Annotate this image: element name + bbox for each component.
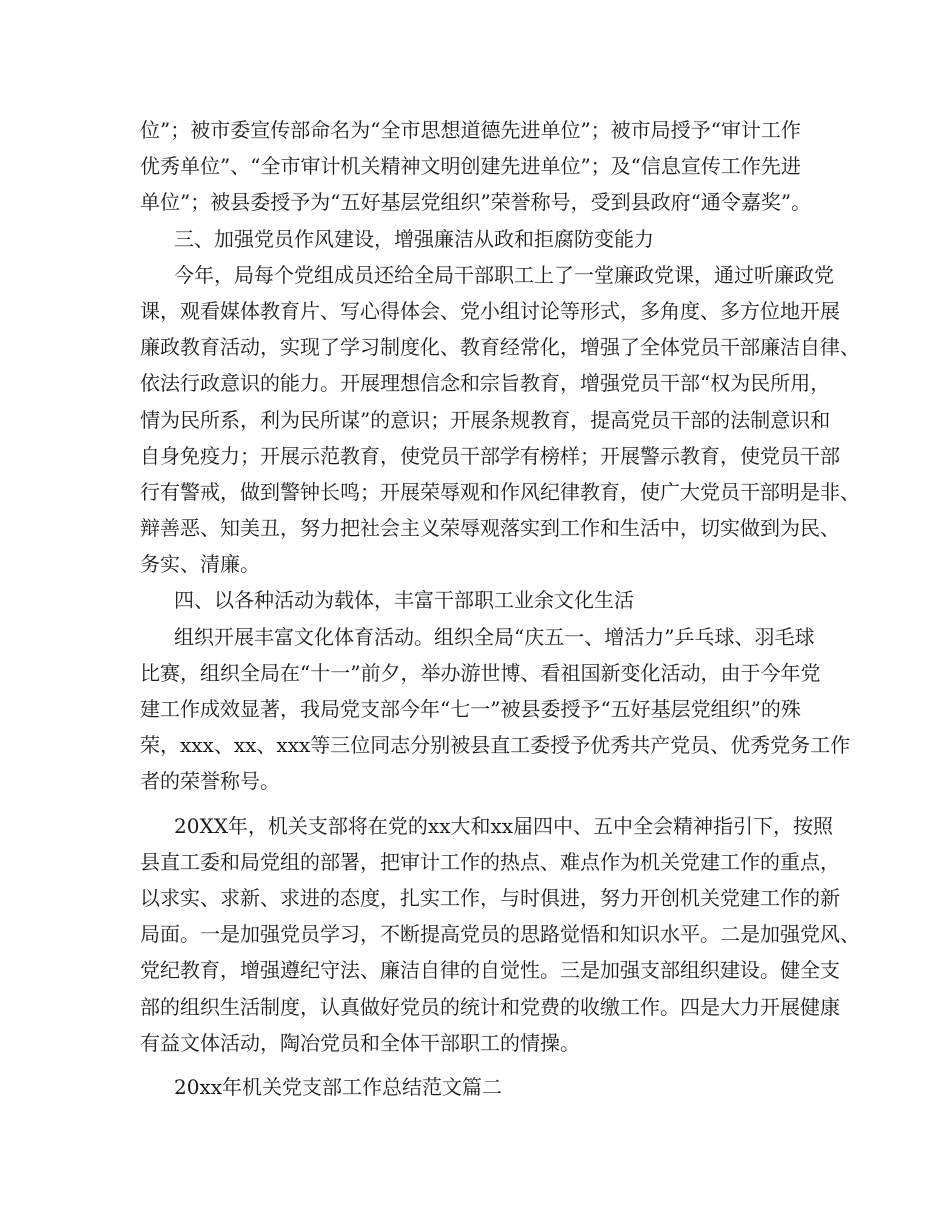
text-line: 局面。一是加强党员学习，不断提高党员的思路觉悟和知识水平。二是加强党风、 [140,922,860,947]
text-line: 以求实、求新、求进的态度，扎实工作，与时俱进，努力开创机关党建工作的新 [140,885,840,910]
text-line: 建工作成效显著，我局党支部今年“七一”被县委授予“五好基层党组织”的殊 [140,697,801,721]
text-line: 务实、清廉。 [140,552,260,577]
text-line: 行有警戒，做到警钟长鸣；开展荣辱观和作风纪律教育，使广大党员干部明是非、 [140,479,860,504]
text-line: 位”；被市委宣传部命名为“全市思想道德先进单位”；被市局授予“审计工作 [140,118,801,142]
text-line: 廉政教育活动，实现了学习制度化、教育经常化，增强了全体党员干部廉洁自律、 [140,335,860,360]
text-line: 部的组织生活制度，认真做好党员的统计和党费的收缴工作。四是大力开展健康 [140,994,840,1019]
document-body [140,112,860,1105]
text-line: 单位”；被县委授予为“五好基层党组织”荣誉称号，受到县政府“通令嘉奖”。 [140,190,812,215]
section-heading-4: 四、以各种活动为载体，丰富干部职工业余文化生活 [174,588,634,613]
text-line: 者的荣誉称号。 [140,769,280,794]
text-line: 比赛，组织全局在“十一”前夕，举办游世博、看祖国新变化活动，由于今年党 [140,660,821,685]
text-line: 县直工委和局党组的部署，把审计工作的热点、难点作为机关党建工作的重点， [140,849,840,874]
section-heading-3: 三、加强党员作风建设，增强廉洁从政和拒腐防变能力 [174,226,654,251]
text-line: 有益文体活动，陶冶党员和全体干部职工的情操。 [140,1030,580,1055]
text-line: 荣，xxx、xx、xxx等三位同志分别被县直工委授予优秀共产党员、优秀党务工作 [140,733,851,758]
text-line: 自身免疫力；开展示范教育，使党员干部学有榜样；开展警示教育，使党员干部 [140,443,840,468]
text-line: 情为民所系，利为民所谋”的意识；开展条规教育，提高党员干部的法制意识和 [140,407,831,432]
text-line: 辩善恶、知美丑，努力把社会主义荣辱观落实到工作和生活中，切实做到为民、 [140,516,840,541]
text-line: 依法行政意识的能力。开展理想信念和宗旨教育，增强党员干部“权为民所用， [140,371,831,396]
paragraph-first-line: 组织开展丰富文化体育活动。组织全局“庆五一、增活力”乒乓球、羽毛球 [174,624,815,649]
text-line: 党纪教育，增强遵纪守法、廉洁自律的自觉性。三是加强支部组织建设。健全支 [140,958,840,983]
text-line: 优秀单位”、“全市审计机关精神文明创建先进单位”；及“信息宣传工作先进 [140,154,801,179]
paragraph-first-line: 今年，局每个党组成员还给全局干部职工上了一堂廉政党课，通过听廉政党 [174,262,834,287]
paragraph-first-line: 20XX年，机关支部将在党的xx大和xx届四中、五中全会精神指引下，按照 [174,813,834,838]
text-line: 课，观看媒体教育片、写心得体会、党小组讨论等形式，多角度、多方位地开展 [140,298,840,323]
section-title-part-two: 20xx年机关党支部工作总结范文篇二 [174,1074,503,1099]
